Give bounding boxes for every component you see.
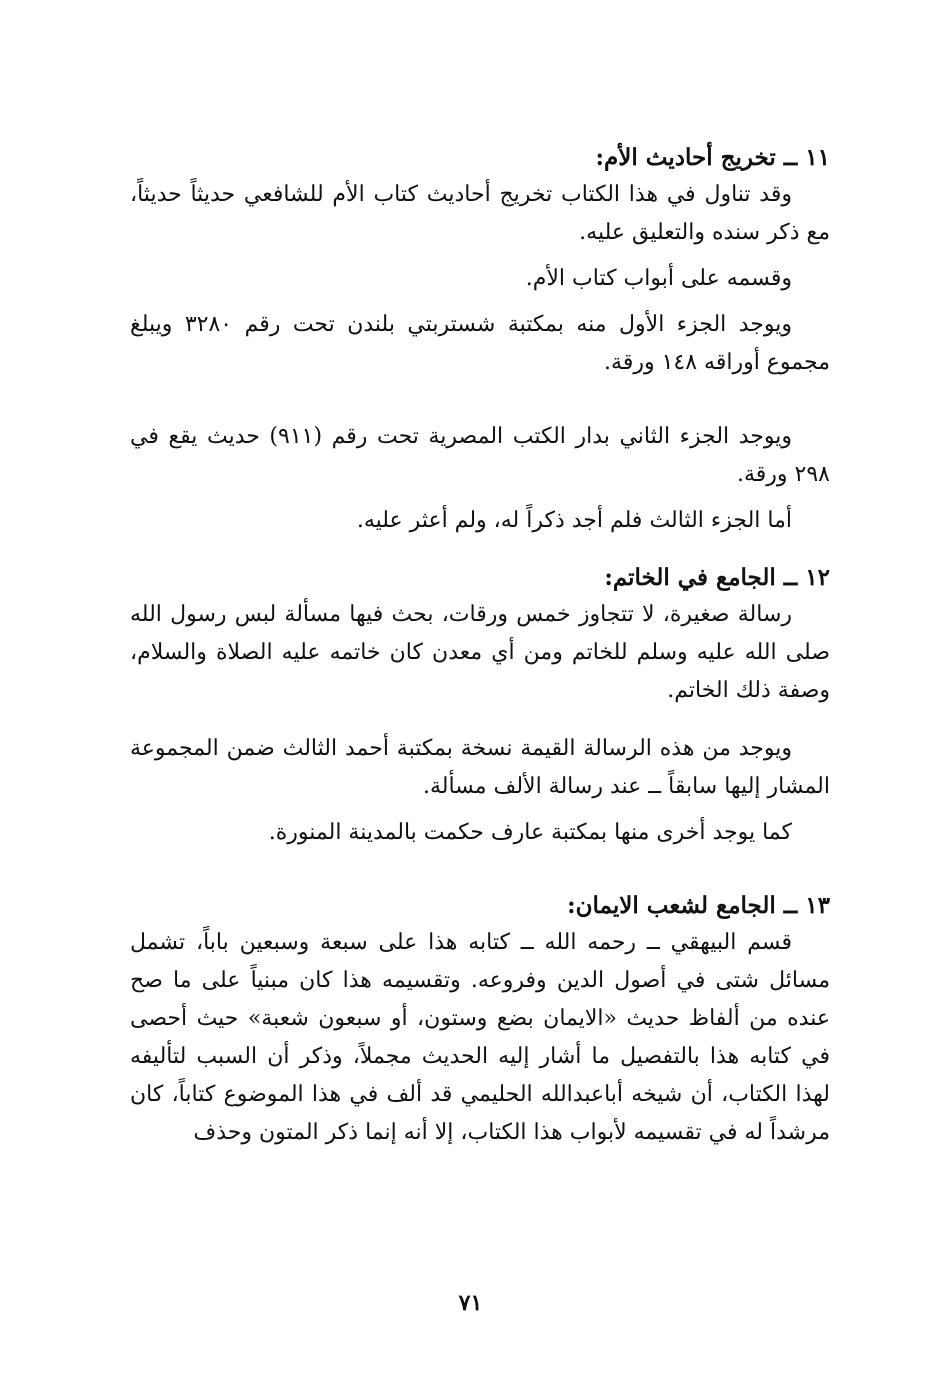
page-number: ٧١ <box>458 1290 483 1316</box>
paragraph: رسالة صغيرة، لا تتجاوز خمس ورقات، بحث فيها مسألة لبس رسول الله صلى الله عليه وسلم للخاتم ومن أي معدن كان خاتمه عليه الصلاة والسلام، وصفة ذلك الخاتم. <box>130 602 830 703</box>
paragraph: ويوجد من هذه الرسالة القيمة نسخة بمكتبة أحمد الثالث ضمن المجموعة المشار إليها سابقاً ــ عند رسالة الألف مسألة. <box>130 736 830 799</box>
paragraph: ويوجد الجزء الأول منه بمكتبة شستربتي بلندن تحت رقم ٣٢٨٠ ويبلغ مجموع أوراقه ١٤٨ ورقة. <box>130 312 830 375</box>
section-heading: ١١ ــ تخريج أحاديث الأم: <box>595 144 830 171</box>
section-heading: ١٣ ــ الجامع لشعب الايمان: <box>567 892 830 919</box>
page-body <box>130 140 830 1152</box>
paragraph: وقسمه على أبواب كتاب الأم. <box>525 266 792 291</box>
paragraph: ويوجد الجزء الثاني بدار الكتب المصرية تحت رقم (٩١١) حديث يقع في ٢٩٨ ورقة. <box>130 424 830 487</box>
paragraph: وقد تناول في هذا الكتاب تخريج أحاديث كتاب الأم للشافعي حديثاً حديثاً، مع ذكر سنده والتعليق عليه. <box>130 182 830 245</box>
section-heading: ١٢ ــ الجامع في الخاتم: <box>604 564 830 591</box>
paragraph: أما الجزء الثالث فلم أجد ذكراً له، ولم أعثر عليه. <box>356 508 792 533</box>
paragraph: قسم البيهقي ــ رحمه الله ــ كتابه هذا على سبعة وسبعين باباً، تشمل مسائل شتى في أصول الدين وفروعه. وتقسيمه هذا كان مبنياً على ما صح عنده من ألفاظ حديث «الايمان بضع وستون، أو سبعون شعبة» حيث أحصى في كتابه هذا بالتفصيل ما أشار إليه الحديث مجملاً، وذكر أن السبب لتأليفه لهذا الكتاب، أن شيخه أباعبدالله الحليمي قد ألف في هذا الموضوع كتاباً، كان مرشداً له في تقسيمه لأبواب هذا الكتاب، إلا أنه إنما ذكر المتون وحذف <box>130 930 830 1145</box>
paragraph: كما يوجد أخرى منها بمكتبة عارف حكمت بالمدينة المنورة. <box>268 820 792 845</box>
